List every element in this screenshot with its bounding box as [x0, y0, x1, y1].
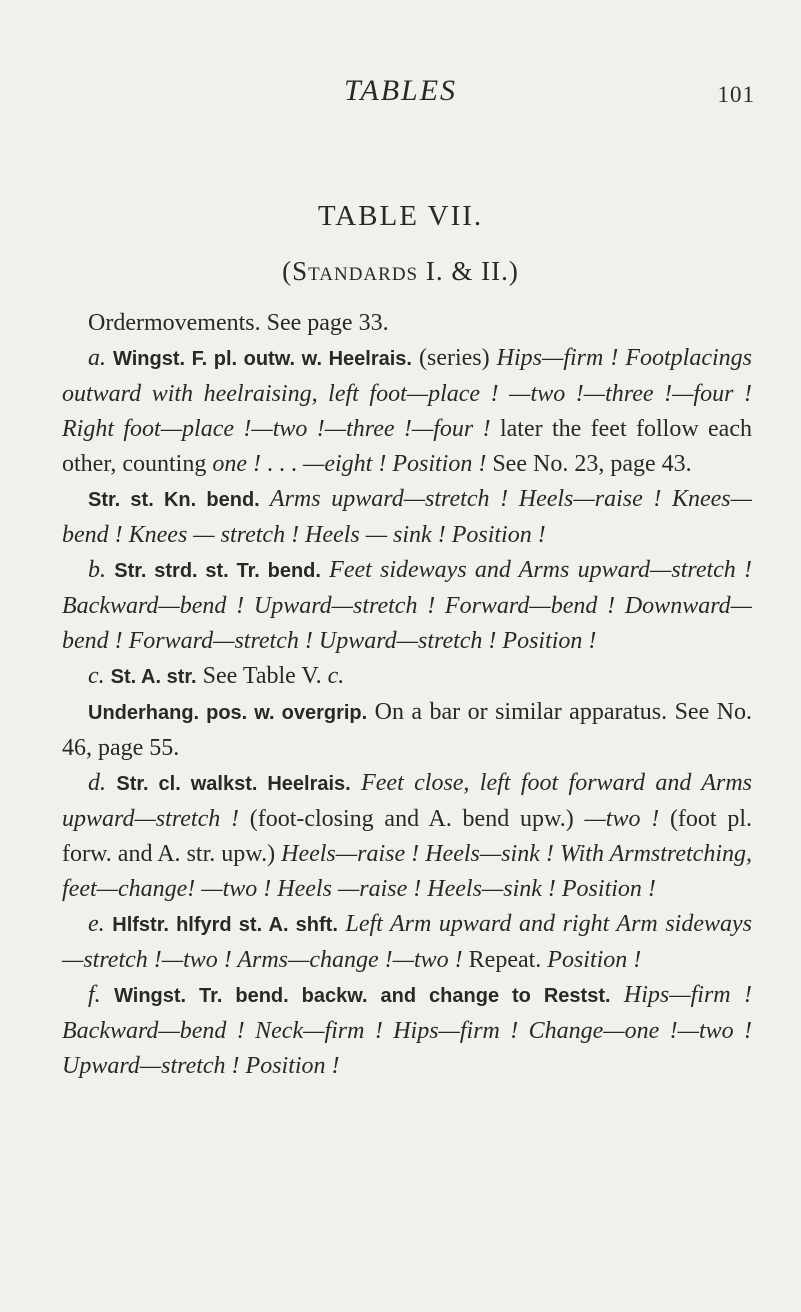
section-c-ref: c.	[327, 663, 345, 689]
section-d-command: Str. cl. walkst. Heelrais.	[116, 773, 351, 795]
section-d-mark: d.	[88, 770, 106, 796]
running-head: TABLES	[343, 74, 458, 107]
section-c-part-2	[62, 695, 752, 766]
section-a-orders-1: Hips—firm ! Footplacings outward with heelraising, left foot—place ! —two !—three !—four ! Right foot—place !—two !—three !—four !	[62, 345, 752, 442]
section-f-orders: Hips—firm ! Backward—bend ! Neck—firm ! Hips—firm ! Change—one !—two ! Upward—stretch ! Position !	[62, 982, 752, 1079]
intro-paragraph: Ordermovements. See page 33.	[88, 310, 389, 336]
section-e-command: Hlfstr. hlfyrd st. A. shft.	[112, 914, 338, 936]
section-e-text-1: Repeat.	[462, 947, 548, 973]
section-b-command: Str. strd. st. Tr. bend.	[114, 560, 321, 582]
section-d	[62, 766, 752, 907]
section-b-mark: b.	[88, 557, 106, 583]
section-a-text-3: . . .	[261, 451, 303, 477]
section-f-mark: f.	[88, 982, 101, 1008]
section-c-mark: c.	[88, 663, 105, 689]
body-text	[62, 306, 752, 1084]
section-d-text-2: (foot pl. forw. and A. str. upw.)	[62, 806, 752, 867]
section-a-text-1: (series)	[411, 345, 497, 371]
section-c-command-2: Underhang. pos. w. overgrip.	[88, 702, 368, 724]
section-c-command: St. A. str.	[110, 666, 197, 688]
section-c	[62, 659, 752, 695]
section-f-command: Wingst. Tr. bend. backw. and change to Restst.	[114, 985, 611, 1007]
section-b-orders: Feet sideways and Arms upward—stretch ! Backward—bend ! Upward—stretch ! Forward—bend ! Downward—bend ! Forward—stretch ! Upward—stretch ! Position !	[62, 557, 753, 654]
section-d-text-1: (foot-closing and A. bend upw.)	[238, 806, 585, 832]
table-title: TABLE VII.	[317, 200, 484, 232]
section-d-orders-2: —two !	[584, 806, 660, 832]
section-f	[62, 978, 752, 1084]
section-e-orders-2: Position !	[547, 947, 642, 973]
section-a-text-4: See No. 23, page 43.	[486, 451, 692, 477]
section-b	[62, 553, 752, 659]
section-e-orders-1: Left Arm upward and right Arm sideways—stretch !—two ! Arms—change !—two !	[62, 911, 752, 973]
section-a-part-2	[62, 482, 752, 553]
standards-subtitle: (Standards I. & II.)	[282, 256, 519, 286]
section-e-mark: e.	[88, 911, 105, 937]
section-d-orders-3: Heels—raise ! Heels—sink ! With Armstretching, feet—change! —two ! Heels —raise ! Heels—sink ! Position !	[62, 841, 752, 902]
section-a-orders-4: Arms upward—stretch ! Heels—raise ! Knees—bend ! Knees — stretch ! Heels — sink ! Position !	[62, 486, 752, 548]
section-a-text-2: later the feet follow each other, counting	[62, 416, 752, 477]
section-a-mark: a.	[88, 345, 106, 371]
section-a-orders-2: one !	[212, 451, 261, 477]
section-c-text-2: On a bar or similar apparatus. See No. 46, page 55.	[62, 699, 753, 761]
section-a	[62, 341, 752, 482]
section-e	[62, 907, 752, 978]
page-number: 101	[717, 82, 755, 107]
section-a-orders-3: —eight ! Position !	[303, 451, 487, 477]
section-a-command-2: Str. st. Kn. bend.	[88, 489, 260, 511]
section-d-orders-1: Feet close, left foot forward and Arms upward—stretch !	[62, 770, 752, 832]
section-c-text-1: See Table V.	[196, 663, 328, 689]
section-a-command: Wingst. F. pl. outw. w. Heelrais.	[113, 348, 412, 370]
